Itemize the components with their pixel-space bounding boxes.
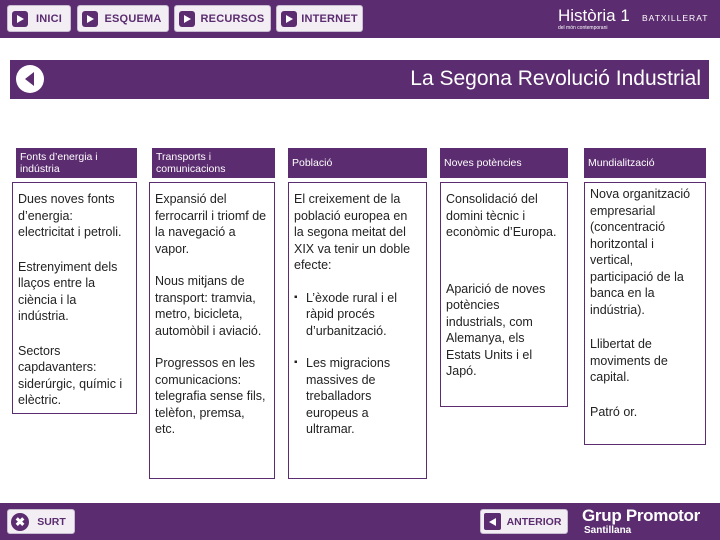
bullet-icon: ▪ <box>294 291 298 303</box>
column-body-transports <box>149 182 275 479</box>
nav-button-inici[interactable] <box>7 5 71 32</box>
close-icon: ✖ <box>11 513 29 531</box>
nav-button-label: RECURSOS <box>200 12 265 25</box>
list-item: El creixement de la població europea en la segona meitat del XIX va tenir un doble efecte: <box>294 192 411 272</box>
title-bar <box>10 60 709 99</box>
column-body-potencies <box>440 182 568 407</box>
publisher-subtitle: Santillana <box>584 525 632 536</box>
list-item: Progressos en les comunicacions: telegrafia sense fils, telèfon, premsa, etc. <box>155 356 266 436</box>
nav-button-label: INICI <box>35 12 63 25</box>
bullet-icon: ▪ <box>294 357 298 368</box>
previous-button-label: ANTERIOR <box>506 515 562 528</box>
list-item: Dues noves fonts d’energia: electricitat i petroli. <box>18 192 122 239</box>
nav-button-label: ESQUEMA <box>104 12 162 25</box>
exit-button[interactable] <box>7 509 75 534</box>
column-header-potencies: Noves potències <box>440 148 568 178</box>
nav-button-esquema[interactable] <box>77 5 169 32</box>
column-body-poblacio <box>288 182 427 479</box>
play-arrow-icon <box>281 11 297 27</box>
list-item: Les migracions massives de treballadors europeus a ultramar. <box>306 356 391 436</box>
list-item: Patró or. <box>590 404 638 419</box>
page-title: La Segona Revolució Industrial <box>410 67 701 90</box>
column-body-energia <box>12 182 137 414</box>
list-item: Sectors capdavanters: siderúrgic, químic i elèctric. <box>18 343 123 407</box>
list-item: Llibertat de moviments de capital. <box>590 337 668 384</box>
column-header-energia: Fonts d’energia i indústria <box>16 148 137 178</box>
nav-button-label: INTERNET <box>301 12 358 25</box>
nav-button-recursos[interactable] <box>174 5 271 32</box>
nav-button-internet[interactable] <box>276 5 363 32</box>
publisher-logo: Grup Promotor <box>582 506 700 525</box>
bullet-item <box>294 290 420 340</box>
list-item: Estrenyiment dels llaços entre la ciència i la indústria. <box>18 259 118 323</box>
column-header-transports: Transports i comunicacions <box>152 148 275 178</box>
column-body-mundialitzacio <box>584 182 706 445</box>
list-item: Consolidació del domini tècnic i econòmic d’Europa. <box>446 192 557 239</box>
bullet-item <box>294 355 420 438</box>
brand-subtitle: del món contemporani <box>558 25 608 31</box>
previous-button[interactable] <box>480 509 568 534</box>
list-item: Aparició de noves potències industrials, com Alemanya, els Estats Units i el Japó. <box>446 281 546 378</box>
list-item: L’èxode rural i el ràpid procés d’urbanització. <box>306 290 398 338</box>
play-arrow-icon <box>179 11 195 27</box>
column-header-poblacio: Població <box>288 148 427 178</box>
back-arrow-icon <box>484 513 501 530</box>
column-header-mundialitzacio: Mundialització <box>584 148 706 178</box>
brand-title: Història 1 <box>558 6 630 25</box>
bottom-bar <box>0 503 720 540</box>
list-item: Nous mitjans de transport: tramvia, metro, bicicleta, automòbil i aviació. <box>155 274 262 338</box>
play-arrow-icon <box>12 11 28 27</box>
back-arrow-icon[interactable] <box>16 65 44 93</box>
exit-button-label: SURT <box>37 515 66 528</box>
list-item: Nova organització empresarial (concentració horitzontal i vertical, participació de la banca en la indústria). <box>590 187 691 317</box>
list-item: Expansió del ferrocarril i triomf de la navegació a vapor. <box>155 192 267 256</box>
play-arrow-icon <box>82 11 98 27</box>
brand-level: BATXILLERAT <box>642 13 709 23</box>
top-navigation-bar <box>0 0 720 38</box>
